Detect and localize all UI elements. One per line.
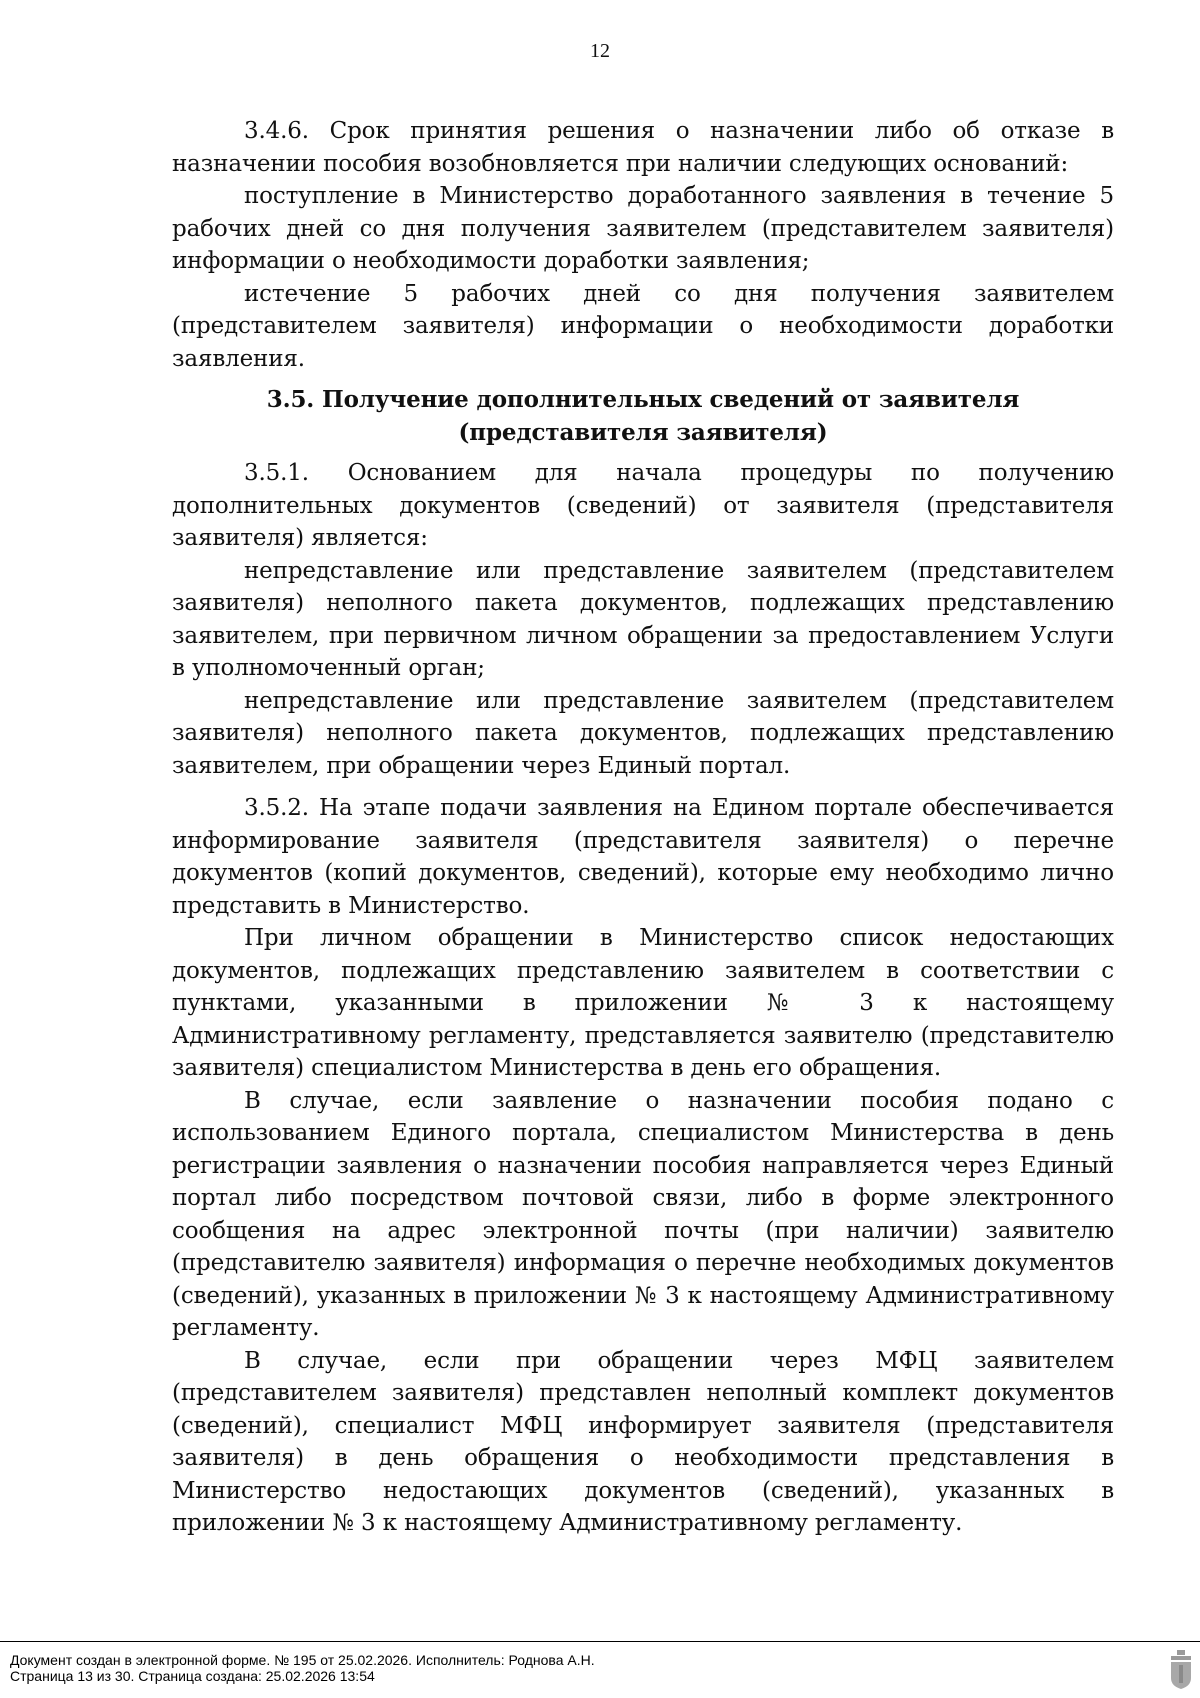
paragraph-personal-visit: При личном обращении в Министерство список недостающих документов, подлежащих представлению заявителем в соответствии с пунктами, указанными в приложении № 3 к настоящему Административному регламенту, представляется заявителю (представителю заявителя) специалистом Министерства в день его обращения. — [172, 925, 1114, 1081]
page-number: 12 — [590, 40, 610, 62]
paragraph-basis-2: истечение 5 рабочих дней со дня получения заявителем (представителем заявителя) информации о необходимости доработки заявления. — [172, 280, 1114, 372]
document-body — [172, 115, 1114, 1540]
paragraph-3-5-2: 3.5.2. На этапе подачи заявления на Едином портале обеспечивается информирование заявителя (представителя заявителя) о перечне документов (копий документов, сведений), которые ему необходимо лично представить в Министерство. — [172, 795, 1114, 919]
paragraph-ground-1: непредставление или представление заявителем (представителем заявителя) неполного пакета документов, подлежащих представлению заявителем, при первичном личном обращении за предоставлением Услуги в уполномоченный орган; — [172, 557, 1114, 681]
section-heading-3-5: 3.5. Получение дополнительных сведений от заявителя (представителя заявителя) — [266, 386, 1020, 446]
footer-line-1: Документ создан в электронной форме. № 195 от 25.02.2026. Исполнитель: Роднова А.Н. — [10, 1652, 595, 1668]
paragraph-mfc-submission: В случае, если при обращении через МФЦ заявителем (представителем заявителя) представлен неполный комплект документов (сведений), специалист МФЦ информирует заявителя (представителя заявителя) в день обращения о необходимости представления в Министерство недостающих документов (сведений), указанных в приложении № 3 к настоящему Административному регламенту. — [172, 1347, 1114, 1536]
paragraph-3-5-1: 3.5.1. Основанием для начала процедуры по получению дополнительных документов (сведений) от заявителя (представителя заявителя) является: — [172, 460, 1114, 551]
footer-text — [10, 1652, 595, 1684]
document-footer — [0, 1641, 1200, 1698]
paragraph-3-4-6: 3.4.6. Срок принятия решения о назначении либо об отказе в назначении пособия возобновляется при наличии следующих оснований: — [172, 118, 1114, 177]
paragraph-portal-submission: В случае, если заявление о назначении пособия подано с использованием Единого портала, специалистом Министерства в день регистрации заявления о назначении пособия направляется через Единый портал либо посредством почтовой связи, либо в форме электронного сообщения на адрес электронной почты (при наличии) заявителю (представителю заявителя) информация о перечне необходимых документов (сведений), указанных в приложении № 3 к настоящему Административному регламенту. — [172, 1087, 1114, 1341]
coat-of-arms-icon — [1168, 1650, 1194, 1690]
paragraph-ground-2: непредставление или представление заявителем (представителем заявителя) неполного пакета документов, подлежащих представлению заявителем, при обращении через Единый портал. — [172, 687, 1114, 779]
paragraph-basis-1: поступление в Министерство доработанного заявления в течение 5 рабочих дней со дня получения заявителем (представителем заявителя) информации о необходимости доработки заявления; — [172, 183, 1114, 274]
footer-line-2: Страница 13 из 30. Страница создана: 25.02.2026 13:54 — [10, 1668, 375, 1684]
